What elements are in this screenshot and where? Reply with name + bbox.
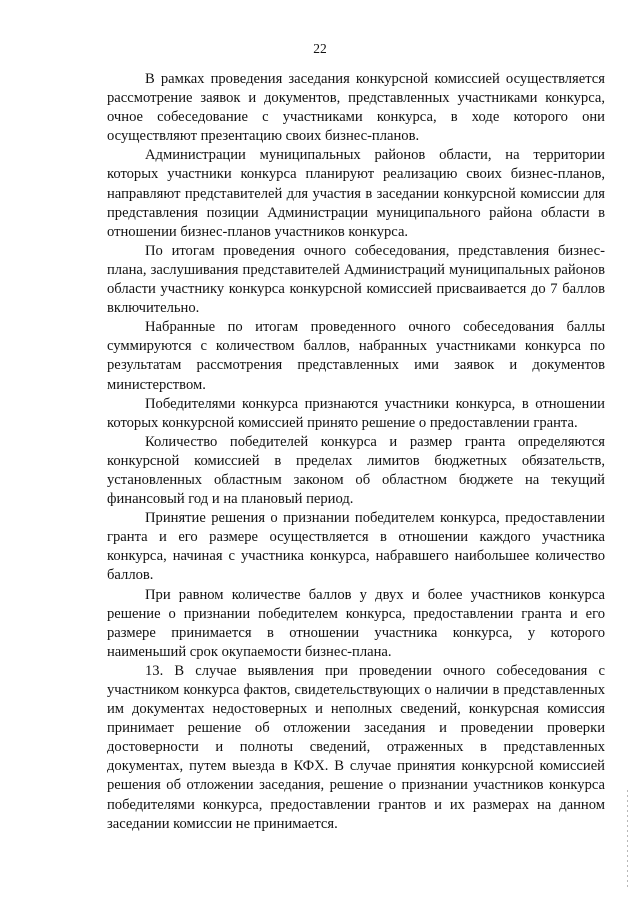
paragraph-interview-scoring: По итогам проведения очного собеседования, представления бизнес-плана, заслушивания представителей Администраций муниципальных районов области участнику конкурса конкурсной комиссией присваивается до 7 баллов включительно. <box>107 242 605 317</box>
paragraph-winners-count: Количество победителей конкурса и размер гранта определяются конкурсной комиссией в пределах лимитов бюджетных обязательств, установленных областным законом об областном бюджете на текущий финансовый год и на плановый период. <box>107 433 605 508</box>
document-body <box>107 70 605 834</box>
paragraph-score-summation: Набранные по итогам проведенного очного собеседования баллы суммируются с количеством баллов, набранных участниками конкурса по результатам рассмотрения представленных ими заявок и документов министерством. <box>107 319 605 393</box>
paragraph-grant-decision-order: Принятие решения о признании победителем конкурса, предоставлении гранта и его размере осуществляется в отношении каждого участника конкурса, начиная с участника конкурса, набравшего наибольшее количество баллов. <box>107 510 605 584</box>
paragraph-district-administrations: Администрации муниципальных районов области, на территории которых участники конкурса планируют реализацию своих бизнес-планов, направляют представителей для участия в заседании конкурсной комиссии для представления позиции Администрации муниципального района области в отношении бизнес-планов участников конкурса. <box>107 147 605 240</box>
paragraph-equal-scores: При равном количестве баллов у двух и более участников конкурса решение о признании победителем конкурса, предоставлении гранта и его размере принимается в отношении участника конкурса, у которого наименьший срок окупаемости бизнес-плана. <box>107 586 605 660</box>
paragraph-winners-definition: Победителями конкурса признаются участники конкурса, в отношении которых конкурсной комиссией принято решение о предоставлении гранта. <box>107 395 605 431</box>
page-number: 22 <box>313 41 327 56</box>
scan-edge-mark <box>627 790 628 890</box>
paragraph-section-13: 13. В случае выявления при проведении очного собеседования с участником конкурса фактов, свидетельствующих о наличии в представленных им документах недостоверных и неполных сведений, конкурсная комиссия принимает решение об отложении заседания и проведении проверки достоверности и полноты сведений, отраженных в представленных документах, путем выезда в КФХ. В случае принятия конкурсной комиссией решения об отложении заседания, решение о признании участников конкурса победителями конкурса, предоставлении грантов и их размерах на данном заседании комиссии не принимается. <box>107 662 605 832</box>
paragraph-review-process: В рамках проведения заседания конкурсной комиссией осуществляется рассмотрение заявок и документов, представленных участниками конкурса, очное собеседование с участниками конкурса, в ходе которого они осуществляют презентацию своих бизнес-планов. <box>107 71 605 145</box>
